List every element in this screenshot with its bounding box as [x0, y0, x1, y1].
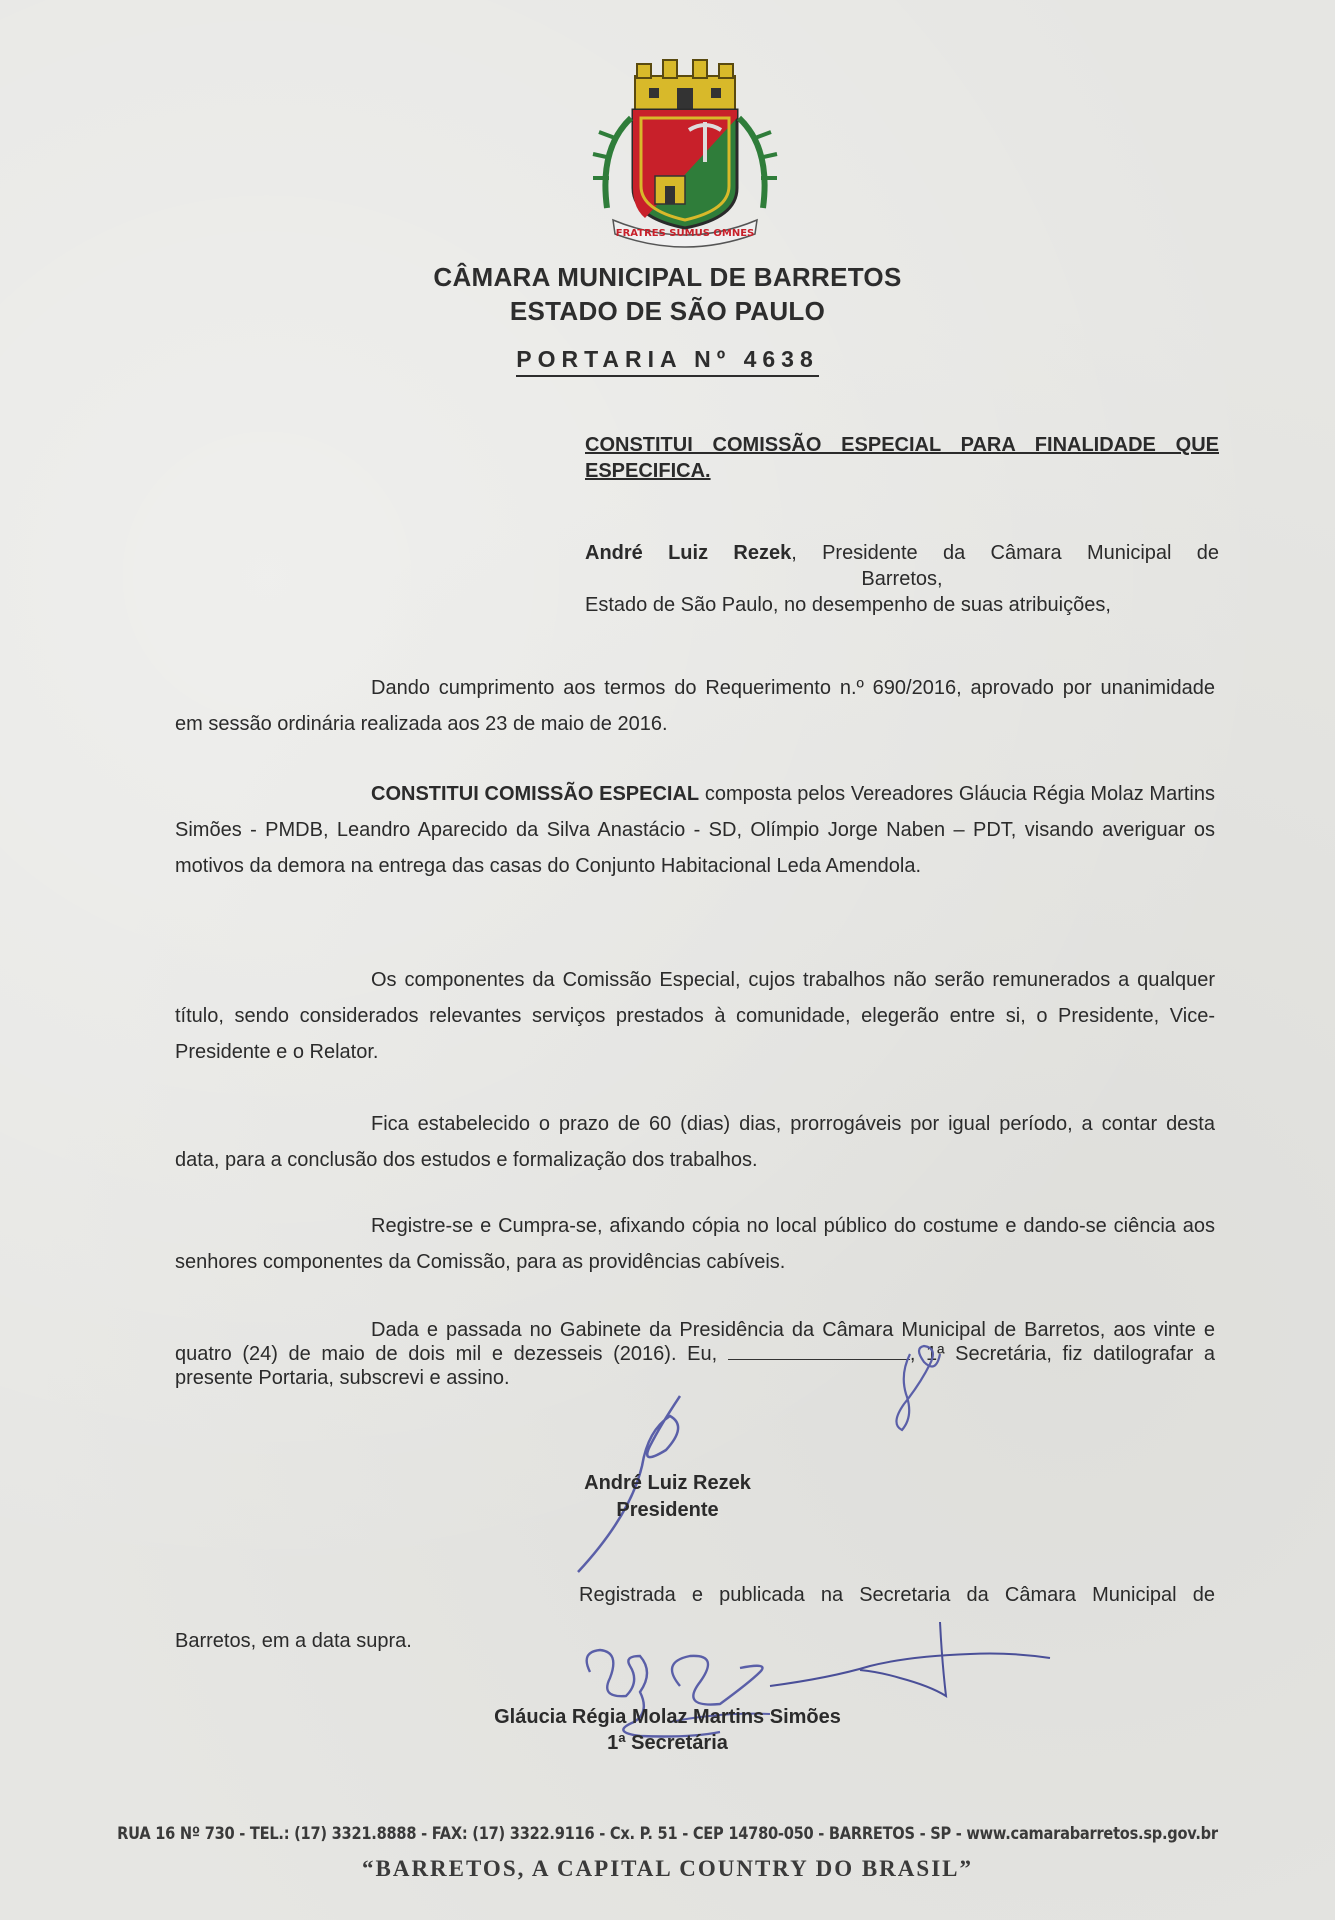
- intro-line1-rest: , Presidente da Câmara Municipal de: [791, 542, 1220, 564]
- president-name: André Luiz Rezek: [584, 1472, 751, 1494]
- paragraph-6: [175, 1318, 1215, 1390]
- paragraph-6-after: , 1ª Secretária, fiz datilografar a presente Portaria, subscrevi e assino.: [175, 1343, 1215, 1389]
- intro-name: André Luiz Rezek: [585, 542, 792, 564]
- chamber-title: CÂMARA MUNICIPAL DE BARRETOS: [433, 262, 902, 292]
- paragraph-1: Dando cumprimento aos termos do Requerimento n.º 690/2016, aprovado por unanimidade em sessão ordinária realizada aos 23 de maio de 2016.: [175, 677, 1215, 735]
- intro-line2: Barretos,: [861, 568, 943, 590]
- intro-line1: [585, 540, 1219, 566]
- paragraph-3: Os componentes da Comissão Especial, cujos trabalhos não serão remunerados a qualquer título, sendo considerados relevantes serviços prestados à comunidade, elegerão entre si, o Presidente, Vice-Presidente e o Relator.: [175, 969, 1215, 1063]
- paragraph-6-before: Dada e passada no Gabinete da Presidência da Câmara Municipal de Barretos, aos vinte e quatro (24) de maio de dois mil e dezesseis (2016). Eu,: [175, 1319, 1215, 1365]
- paragraph-5: Registre-se e Cumpra-se, afixando cópia no local público do costume e dando-se ciência aos senhores componentes da Comissão, para as providências cabíveis.: [175, 1215, 1215, 1273]
- intro-line3: Estado de São Paulo, no desempenho de suas atribuições,: [585, 594, 1111, 616]
- state-title: ESTADO DE SÃO PAULO: [509, 296, 826, 326]
- coat-of-arms-icon: [585, 58, 785, 248]
- document-number-text: PORTARIA Nº 4638: [516, 346, 819, 377]
- document-number: [0, 346, 1335, 377]
- crest-motto: FRATRES SUMUS OMNES: [615, 228, 755, 239]
- secretary-name: Gláucia Régia Molaz Martins Simões: [494, 1706, 841, 1728]
- intro-block: [585, 540, 1219, 618]
- ementa: CONSTITUI COMISSÃO ESPECIAL PARA FINALIDADE QUE ESPECIFICA.: [585, 434, 1219, 482]
- registration-paragraph: Registrada e publicada na Secretaria da Câmara Municipal de Barretos, em a data supra.: [175, 1584, 1215, 1652]
- president-role: Presidente: [616, 1499, 719, 1521]
- secretary-role: 1ª Secretária: [607, 1732, 728, 1754]
- paragraph-2-rest: composta pelos Vereadores Gláucia Régia Molaz Martins Simões - PMDB, Leandro Aparecido da Silva Anastácio - SD, Olímpio Jorge Naben – PDT, visando averiguar os motivos da demora na entrega das casas do Conjunto Habitacional Leda Amendola.: [175, 783, 1215, 877]
- paragraph-2-bold: CONSTITUI COMISSÃO ESPECIAL: [371, 783, 700, 805]
- paragraph-2: [175, 776, 1215, 884]
- footer-address: RUA 16 Nº 730 - TEL.: (17) 3321.8888 - FAX: (17) 3322.9116 - Cx. P. 51 - CEP 14780-050 - BARRETOS - SP - www.camarabarretos.sp.gov.br: [117, 1824, 1218, 1844]
- footer-slogan: “BARRETOS, A CAPITAL COUNTRY DO BRASIL”: [362, 1856, 973, 1881]
- signature-blank-line: [728, 1343, 910, 1360]
- paragraph-4: Fica estabelecido o prazo de 60 (dias) dias, prorrogáveis por igual período, a contar desta data, para a conclusão dos estudos e formalização dos trabalhos.: [175, 1113, 1215, 1171]
